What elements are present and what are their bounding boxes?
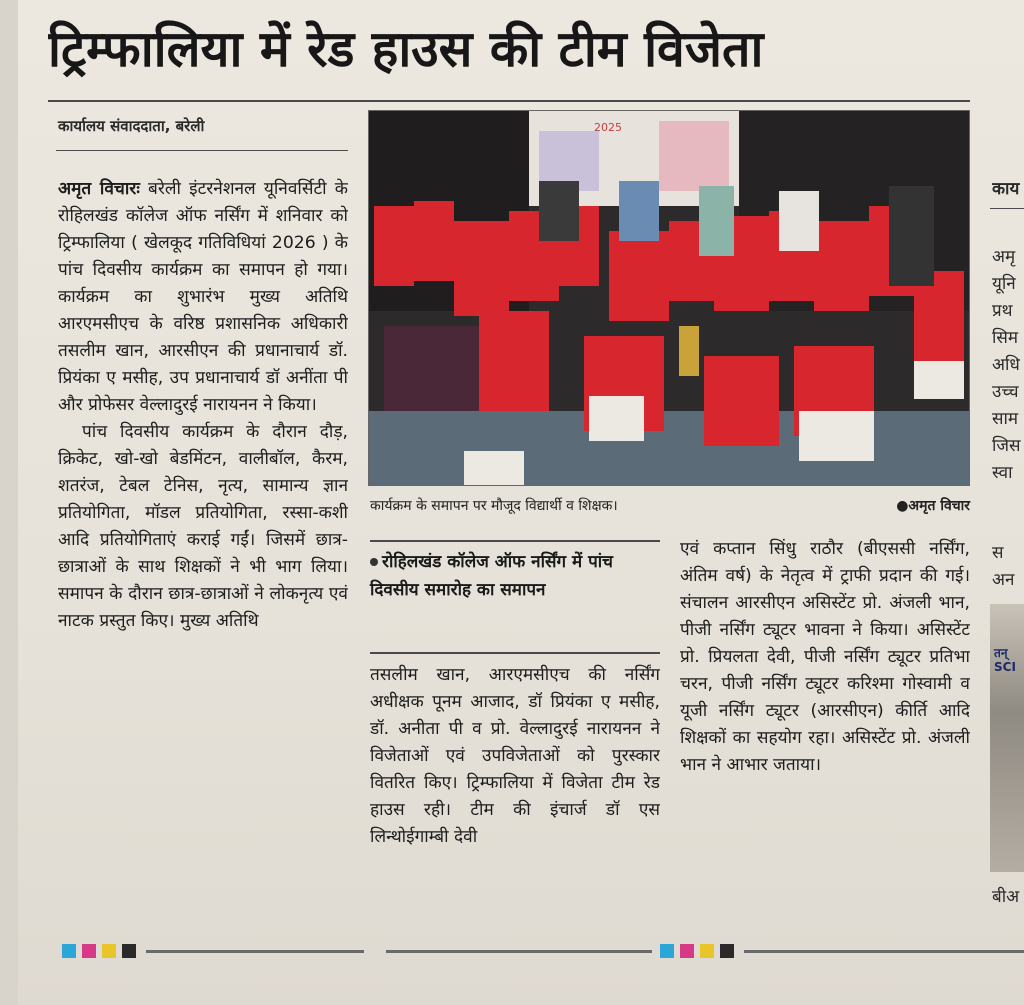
paragraph-1-text: बरेली इंटरनेशनल यूनिवर्सिटी के रोहिलखंड कॉलेज ऑफ नर्सिंग में शनिवार को ट्रिम्फालिया ( खेलकूद गतिविधियां 2026 ) के पांच दिवसीय कार्यक्रम का समापन हो गया। कार्यक्रम का शुभारंभ मुख्य अतिथि आरएमसीएच के वरिष्ठ प्रशासनिक अधिकारी तसलीम खान, आरसीएन की प्रधानाचार्य डॉ. प्रियंका ए मसीह, उप प्रधानाचार्य डॉ अनींता पी और प्रोफेसर वेल्लादुरई नारायनन ने किया। bbox=[58, 179, 348, 415]
banner-year: 2025 bbox=[594, 121, 622, 134]
pullquote-text: रोहिलखंड कॉलेज ऑफ नर्सिंग में पांच दिवसीय समारोह का समापन bbox=[370, 552, 613, 600]
adjacent-line: स्वा bbox=[992, 463, 1013, 483]
adjacent-bottom-text: बीअ bbox=[992, 887, 1020, 907]
registration-swatch-magenta bbox=[680, 944, 694, 958]
footer-rule-mid bbox=[386, 950, 652, 953]
registration-swatch-black bbox=[122, 944, 136, 958]
article-paragraph-1 bbox=[58, 176, 348, 419]
adjacent-sticker-text-a: तन् bbox=[994, 646, 1008, 660]
registration-swatch-cyan bbox=[660, 944, 674, 958]
headline-rule bbox=[48, 100, 970, 102]
adjacent-sticker-text-b: SCI bbox=[994, 660, 1016, 674]
registration-swatch-yellow bbox=[102, 944, 116, 958]
pullquote-rule-bottom bbox=[370, 652, 660, 654]
dateline: अमृत विचारः bbox=[58, 179, 140, 199]
article-column-1 bbox=[58, 176, 348, 920]
adjacent-photo bbox=[990, 604, 1024, 872]
adjacent-line: अन bbox=[992, 570, 1015, 590]
adjacent-article-label: काय bbox=[992, 179, 1020, 199]
registration-swatch-magenta bbox=[82, 944, 96, 958]
article-column-2: तसलीम खान, आरएमसीएच की नर्सिंग अधीक्षक पूनम आजाद, डॉ प्रियंका ए मसीह, डॉ. अनीता पी व प्रो. वेल्लादुरई नारायनन ने विजेताओं एवं उपविजेताओं को पुरस्कार वितरित किए। ट्रिम्फालिया में विजेता टीम रेड हाउस रही। टीम की इंचार्ज डॉ एस लिन्थोईगाम्बी देवी bbox=[370, 665, 660, 847]
footer-rule-left bbox=[146, 950, 364, 953]
byline-rule bbox=[56, 150, 348, 151]
headline: ट्रिम्फालिया में रेड हाउस की टीम विजेता bbox=[48, 20, 764, 78]
adjacent-rule bbox=[990, 208, 1024, 209]
group-photo-image bbox=[369, 111, 969, 485]
event-photo bbox=[368, 110, 970, 486]
adjacent-line: स bbox=[992, 543, 1004, 563]
photo-credit bbox=[896, 496, 970, 515]
adjacent-line: जिस bbox=[992, 436, 1021, 456]
caption-text: कार्यक्रम के समापन पर मौजूद विद्यार्थी व शिक्षक। bbox=[370, 498, 618, 514]
adjacent-line: उच्च bbox=[992, 382, 1019, 402]
footer-rule-right bbox=[744, 950, 1024, 953]
credit-bullet-icon: ● bbox=[896, 498, 909, 514]
registration-swatch-black bbox=[720, 944, 734, 958]
adjacent-line: यूनि bbox=[992, 274, 1016, 294]
article-paragraph-2: पांच दिवसीय कार्यक्रम के दौरान दौड़, क्रिकेट, खो-खो बेडमिंटन, वालीबॉल, कैरम, शतरंज, टेबल टेनिस, नृत्य, सामान्य ज्ञान प्रतियोगिता, मॉडल प्रतियोगिता, रस्सा-कशी आदि प्रतियोगिताएं कराई गईं। जिसमें छात्र-छात्राओं के साथ शिक्षकों ने भी भाग लिया। समापन के दौरान छात्र-छात्राओं ने लोकनृत्य एवं नाटक प्रस्तुत किए। मुख्य अतिथि bbox=[58, 422, 348, 631]
bullet-icon bbox=[370, 558, 378, 566]
pullquote bbox=[370, 548, 660, 648]
adjacent-line: अधि bbox=[992, 355, 1020, 375]
adjacent-line: साम bbox=[992, 409, 1019, 429]
adjacent-line: सिम bbox=[992, 328, 1019, 348]
byline: कार्यालय संवाददाता, बरेली bbox=[58, 117, 205, 135]
photo-credit-text: अमृत विचार bbox=[908, 498, 970, 514]
registration-swatch-cyan bbox=[62, 944, 76, 958]
pullquote-rule-top bbox=[370, 540, 660, 542]
article-column-3: एवं कप्तान सिंधु राठौर (बीएससी नर्सिंग, अंतिम वर्ष) के नेतृत्व में ट्राफी प्रदान की गई। संचालन आरसीएन असिस्टेंट प्रो. अंजली भान, पीजी नर्सिंग ट्यूटर भावना ने किया। असिस्टेंट प्रो. प्रियलता देवी, पीजी नर्सिंग ट्यूटर प्रतिभा चरन, पीजी नर्सिंग ट्यूटर करिश्मा गोस्वामी व यूजी नर्सिंग ट्यूटर (आरसीएन) कीर्ति आदि शिक्षकों का सहयोग रहा। असिस्टेंट प्रो. अंजली भान ने आभार जताया। bbox=[680, 539, 970, 775]
adjacent-line: अमृ bbox=[992, 247, 1016, 267]
registration-swatch-yellow bbox=[700, 944, 714, 958]
adjacent-line: प्रथ bbox=[992, 301, 1013, 321]
photo-caption bbox=[370, 496, 970, 518]
